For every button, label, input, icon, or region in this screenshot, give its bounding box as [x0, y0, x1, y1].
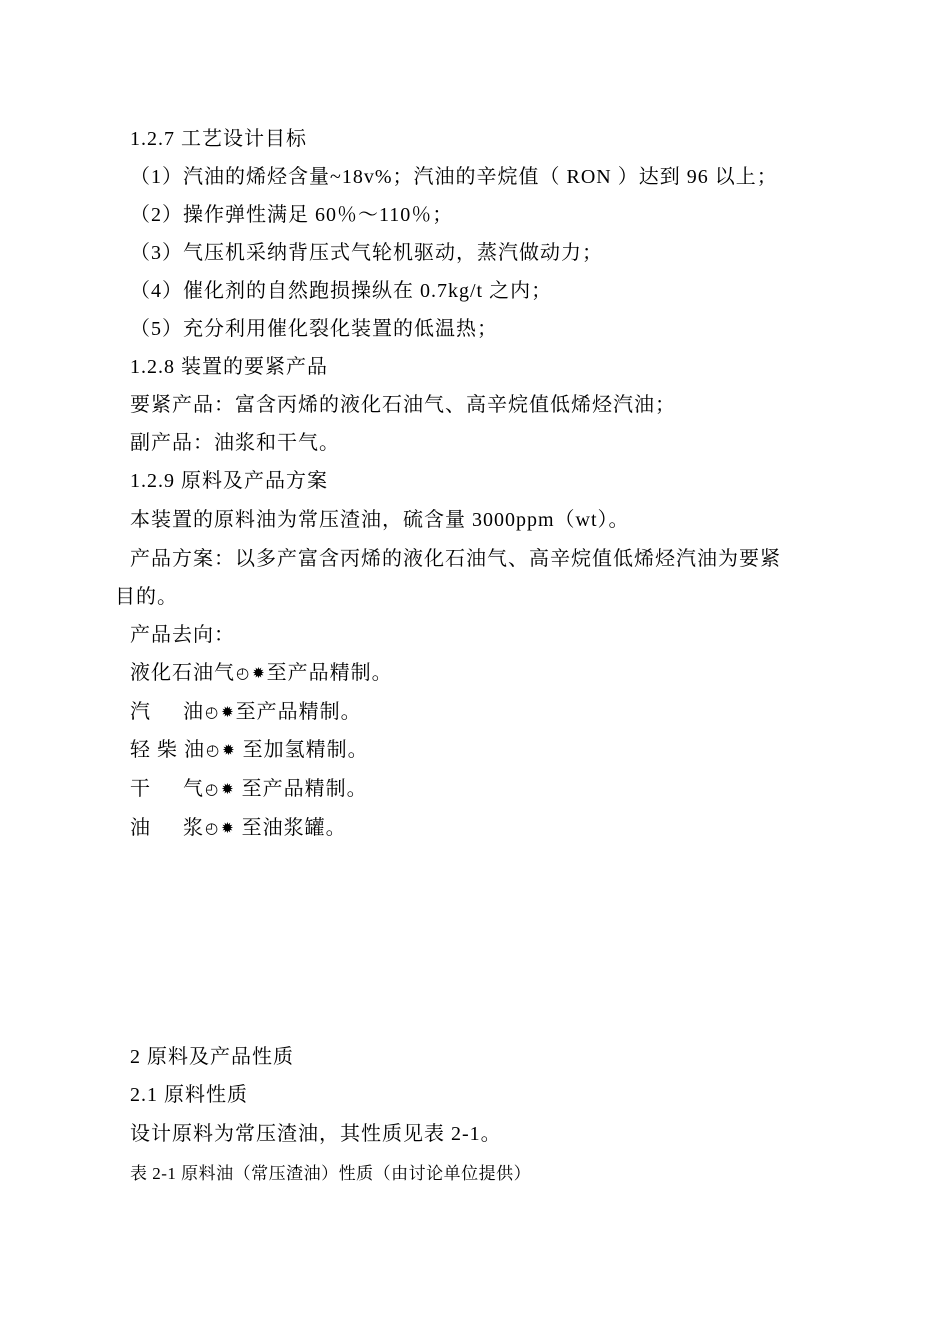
section-1-2-7-heading: 1.2.7 工艺设计目标	[130, 128, 307, 150]
burst-icon: ✹	[221, 703, 235, 721]
product-scheme-line-2: 目的。	[115, 586, 178, 608]
product-scheme-line-1: 产品方案：以多产富含丙烯的液化石油气、高辛烷值低烯烃汽油为要紧	[130, 548, 781, 570]
clock-icon: ◴	[205, 780, 220, 798]
table-2-1-caption: 表 2-1 原料油（常压渣油）性质（由讨论单位提供）	[130, 1164, 532, 1183]
goal-item-3: （3）气压机采纳背压式气轮机驱动，蒸汽做动力；	[130, 242, 603, 264]
destination-row-lpg	[130, 660, 393, 686]
product-name-part: 气	[183, 778, 204, 800]
section-1-2-9-heading: 1.2.9 原料及产品方案	[130, 470, 328, 492]
destination-text: 至产品精制。	[235, 701, 362, 723]
clock-icon: ◴	[205, 703, 220, 721]
goal-item-5: （5）充分利用催化裂化装置的低温热；	[130, 318, 498, 340]
product-name-part: 汽	[130, 701, 151, 723]
destination-row-slurry	[130, 815, 347, 841]
product-name-part: 浆	[183, 817, 204, 839]
burst-icon: ✹	[252, 664, 266, 682]
goal-item-2: （2）操作弹性满足 60％～110％；	[130, 204, 454, 226]
feedstock-text: 本装置的原料油为常压渣油，硫含量 3000ppm（wt）。	[130, 509, 630, 531]
main-products-text: 要紧产品：富含丙烯的液化石油气、高辛烷值低烯烃汽油；	[130, 394, 676, 416]
destination-text: 至油浆罐。	[235, 817, 347, 839]
clock-icon: ◴	[236, 664, 251, 682]
product-name-part: 油	[183, 701, 204, 723]
product-name: 轻 柴 油	[130, 739, 205, 761]
destination-row-light-diesel	[130, 737, 369, 763]
burst-icon: ✹	[221, 780, 235, 798]
section-1-2-8-heading: 1.2.8 装置的要紧产品	[130, 356, 328, 378]
by-products-text: 副产品：油浆和干气。	[130, 432, 340, 454]
section-2-heading: 2 原料及产品性质	[130, 1046, 294, 1068]
clock-icon: ◴	[205, 819, 220, 837]
destination-row-dry-gas	[130, 776, 368, 802]
product-name: 液化石油气	[130, 662, 235, 684]
product-name-part: 油	[130, 817, 151, 839]
product-name-part: 干	[130, 778, 151, 800]
product-destination-heading: 产品去向：	[130, 624, 235, 646]
destination-text: 至产品精制。	[235, 778, 368, 800]
destination-text: 至产品精制。	[266, 662, 393, 684]
goal-item-1: （1）汽油的烯烃含量~18v%；汽油的辛烷值（ RON ）达到 96 以上；	[130, 166, 778, 188]
section-2-1-text: 设计原料为常压渣油，其性质见表 2-1。	[130, 1123, 502, 1145]
clock-icon: ◴	[206, 741, 221, 759]
burst-icon: ✹	[221, 819, 235, 837]
destination-row-gasoline	[130, 699, 362, 725]
section-2-1-heading: 2.1 原料性质	[130, 1084, 248, 1106]
destination-text: 至加氢精制。	[236, 739, 369, 761]
burst-icon: ✹	[222, 741, 236, 759]
goal-item-4: （4）催化剂的自然跑损操纵在 0.7kg/t 之内；	[130, 280, 553, 302]
